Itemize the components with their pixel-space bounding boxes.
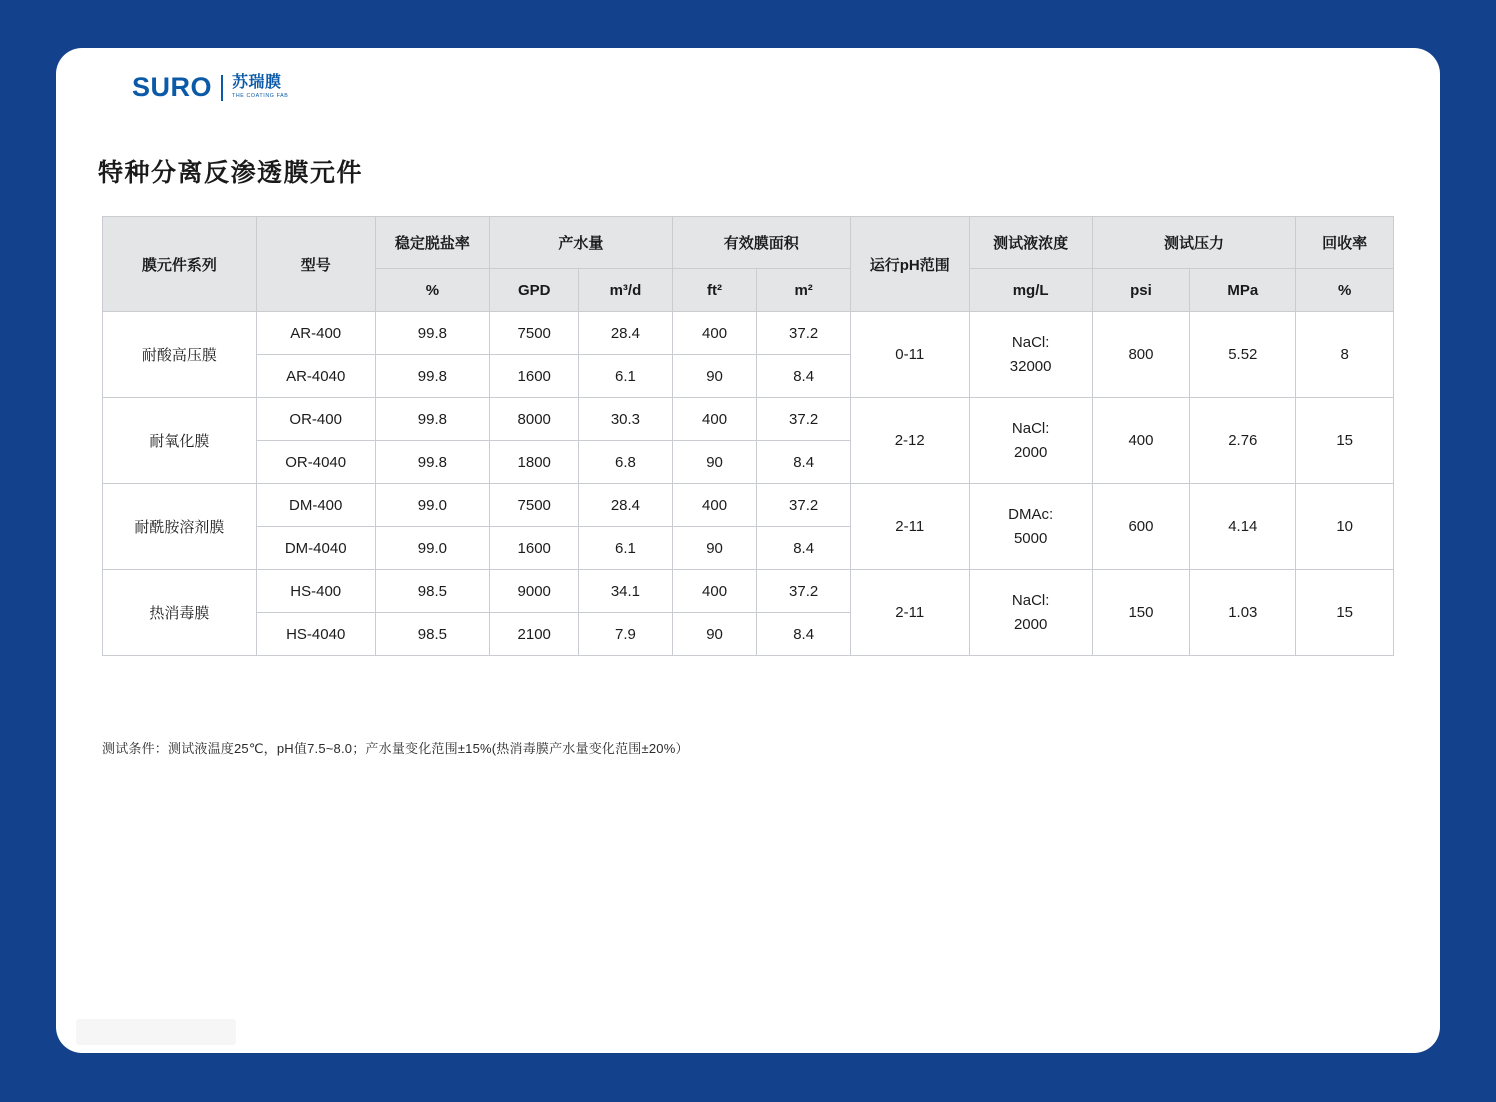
- cell-area-m2: 8.4: [757, 527, 850, 570]
- cell-rejection: 99.8: [375, 398, 490, 441]
- header-permeate-m3d: m³/d: [579, 269, 672, 312]
- cell-rejection: 98.5: [375, 613, 490, 656]
- cell-series: 热消毒膜: [103, 570, 257, 656]
- slide-card: [56, 48, 1440, 1053]
- brand-logo-tagline: THE COATING FAB: [232, 93, 289, 100]
- cell-recovery: 10: [1296, 484, 1394, 570]
- cell-permeate-gpd: 1800: [490, 441, 579, 484]
- cell-series: 耐酸高压膜: [103, 312, 257, 398]
- cell-area-ft2: 90: [672, 355, 757, 398]
- cell-series: 耐酰胺溶剂膜: [103, 484, 257, 570]
- cell-model: DM-4040: [256, 527, 375, 570]
- page-title: 特种分离反渗透膜元件: [98, 159, 364, 187]
- cell-permeate-m3d: 34.1: [579, 570, 672, 613]
- header-rejection-unit: %: [375, 269, 490, 312]
- header-model: 型号: [256, 217, 375, 312]
- header-area: 有效膜面积: [672, 217, 850, 269]
- cell-permeate-m3d: 6.1: [579, 355, 672, 398]
- header-permeate-gpd: GPD: [490, 269, 579, 312]
- cell-area-ft2: 90: [672, 527, 757, 570]
- header-permeate: 产水量: [490, 217, 672, 269]
- brand-logo-text: [232, 75, 287, 99]
- cell-model: HS-400: [256, 570, 375, 613]
- table-head: [103, 217, 1394, 312]
- cell-pressure-mpa: 5.52: [1190, 312, 1296, 398]
- table-row: [103, 398, 1394, 441]
- cell-permeate-gpd: 8000: [490, 398, 579, 441]
- cell-rejection: 98.5: [375, 570, 490, 613]
- table-row: [103, 570, 1394, 613]
- concentration-solute: NaCl:: [1011, 592, 1050, 610]
- cell-permeate-gpd: 1600: [490, 355, 579, 398]
- cell-pressure-mpa: 4.14: [1190, 484, 1296, 570]
- cell-rejection: 99.8: [375, 441, 490, 484]
- header-area-m2: m²: [757, 269, 850, 312]
- header-ph: 运行pH范围: [850, 217, 969, 312]
- cell-rejection: 99.0: [375, 527, 490, 570]
- table-row: [103, 484, 1394, 527]
- header-pressure-mpa: MPa: [1190, 269, 1296, 312]
- table-body: [103, 312, 1394, 656]
- cell-model: OR-4040: [256, 441, 375, 484]
- cell-ph-range: 0-11: [850, 312, 969, 398]
- header-area-ft2: ft²: [672, 269, 757, 312]
- cell-model: AR-4040: [256, 355, 375, 398]
- cell-area-ft2: 400: [672, 398, 757, 441]
- cell-rejection: 99.8: [375, 312, 490, 355]
- cell-ph-range: 2-11: [850, 484, 969, 570]
- cell-rejection: 99.0: [375, 484, 490, 527]
- header-recovery: 回收率: [1296, 217, 1394, 269]
- header-series: 膜元件系列: [103, 217, 257, 312]
- header-conc-unit: mg/L: [969, 269, 1092, 312]
- header-pressure: 测试压力: [1092, 217, 1296, 269]
- concentration-solute: DMAc:: [1008, 506, 1054, 524]
- cell-permeate-m3d: 28.4: [579, 484, 672, 527]
- cell-area-ft2: 90: [672, 613, 757, 656]
- brand-logo: [132, 74, 287, 101]
- cell-pressure-psi: 600: [1092, 484, 1190, 570]
- cell-area-ft2: 400: [672, 312, 757, 355]
- cell-model: AR-400: [256, 312, 375, 355]
- cell-pressure-mpa: 1.03: [1190, 570, 1296, 656]
- cell-area-ft2: 400: [672, 570, 757, 613]
- cell-pressure-mpa: 2.76: [1190, 398, 1296, 484]
- cell-permeate-gpd: 2100: [490, 613, 579, 656]
- cell-area-m2: 37.2: [757, 398, 850, 441]
- cell-area-m2: 37.2: [757, 570, 850, 613]
- header-concentration: 测试液浓度: [969, 217, 1092, 269]
- cell-permeate-m3d: 6.8: [579, 441, 672, 484]
- cell-model: DM-400: [256, 484, 375, 527]
- cell-area-m2: 8.4: [757, 355, 850, 398]
- cell-area-m2: 37.2: [757, 312, 850, 355]
- header-pressure-psi: psi: [1092, 269, 1190, 312]
- cell-ph-range: 2-12: [850, 398, 969, 484]
- cell-permeate-m3d: 30.3: [579, 398, 672, 441]
- spec-table: [102, 216, 1394, 656]
- cell-area-ft2: 400: [672, 484, 757, 527]
- cell-model: HS-4040: [256, 613, 375, 656]
- cell-permeate-gpd: 7500: [490, 484, 579, 527]
- cell-recovery: 15: [1296, 398, 1394, 484]
- cell-concentration: [969, 484, 1092, 570]
- concentration-solute: NaCl:: [1011, 334, 1050, 352]
- brand-logo-mark: SURO: [132, 72, 213, 102]
- concentration-value: 32000: [1009, 357, 1052, 375]
- spec-table-area: [102, 216, 1394, 656]
- header-row-1: [103, 217, 1394, 269]
- cell-permeate-m3d: 28.4: [579, 312, 672, 355]
- concentration-value: 2000: [1013, 443, 1048, 461]
- cell-area-m2: 37.2: [757, 484, 850, 527]
- cell-permeate-m3d: 6.1: [579, 527, 672, 570]
- cell-series: 耐氧化膜: [103, 398, 257, 484]
- header-rejection: 稳定脱盐率: [375, 217, 490, 269]
- header-recovery-unit: %: [1296, 269, 1394, 312]
- cell-area-ft2: 90: [672, 441, 757, 484]
- cell-pressure-psi: 400: [1092, 398, 1190, 484]
- test-conditions-note: 测试条件：测试液温度25℃，pH值7.5~8.0；产水量变化范围±15%(热消毒膜产水量变化范围±20%）: [102, 741, 689, 756]
- cell-concentration: [969, 312, 1092, 398]
- cell-permeate-gpd: 9000: [490, 570, 579, 613]
- cell-concentration: [969, 570, 1092, 656]
- cell-permeate-gpd: 1600: [490, 527, 579, 570]
- cell-recovery: 8: [1296, 312, 1394, 398]
- brand-logo-divider: [221, 75, 223, 101]
- cell-model: OR-400: [256, 398, 375, 441]
- cell-area-m2: 8.4: [757, 441, 850, 484]
- concentration-value: 2000: [1013, 615, 1048, 633]
- cell-pressure-psi: 150: [1092, 570, 1190, 656]
- cell-permeate-gpd: 7500: [490, 312, 579, 355]
- cell-ph-range: 2-11: [850, 570, 969, 656]
- table-row: [103, 312, 1394, 355]
- cell-rejection: 99.8: [375, 355, 490, 398]
- cell-pressure-psi: 800: [1092, 312, 1190, 398]
- cell-area-m2: 8.4: [757, 613, 850, 656]
- cell-concentration: [969, 398, 1092, 484]
- concentration-solute: NaCl:: [1011, 420, 1050, 438]
- cell-recovery: 15: [1296, 570, 1394, 656]
- watermark-placeholder: [76, 1019, 236, 1045]
- concentration-value: 5000: [1013, 529, 1048, 547]
- brand-logo-cn: 苏瑞膜: [232, 74, 282, 92]
- cell-permeate-m3d: 7.9: [579, 613, 672, 656]
